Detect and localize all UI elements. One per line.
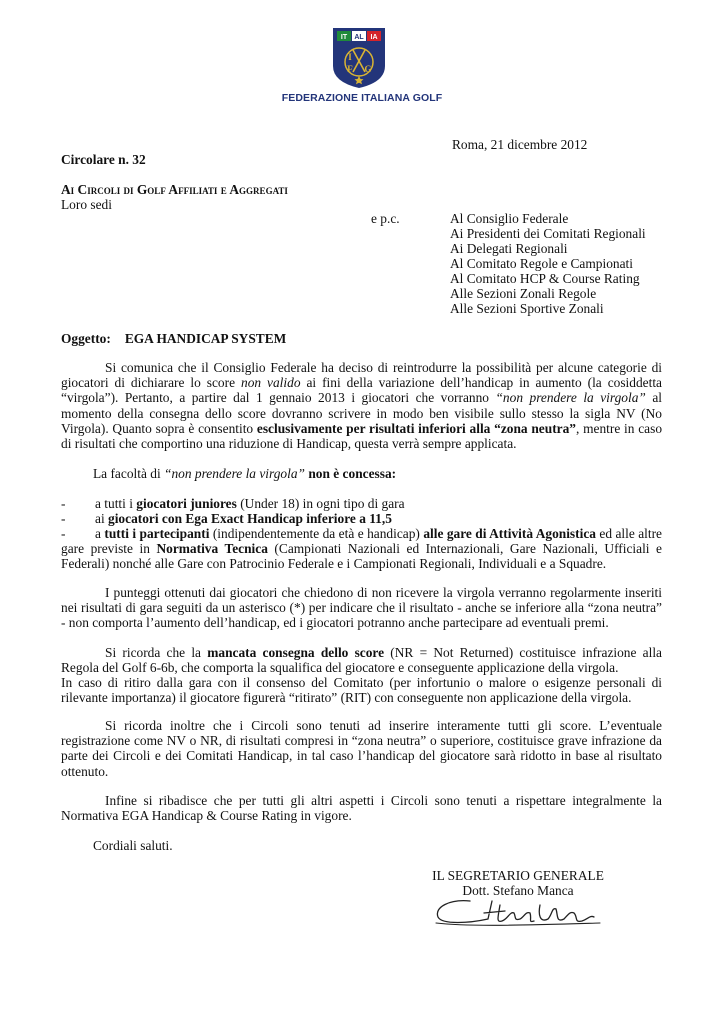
- federation-name: FEDERAZIONE ITALIANA GOLF: [281, 92, 443, 104]
- text-bold: esclusivamente per risultati inferiori alla “zona neutra”: [256, 420, 576, 436]
- paragraph-1: [61, 360, 662, 451]
- logo-letter-1: IT: [340, 34, 348, 41]
- bullet-dash: -: [61, 526, 66, 541]
- text: Si ricorda che la: [105, 645, 208, 660]
- text: a tutti i: [95, 496, 137, 511]
- text-bold: Normativa Tecnica: [156, 541, 268, 557]
- bullet-partecipanti: [61, 526, 662, 572]
- bullet-handicap: [61, 511, 662, 526]
- text: (Campionati Nazionali ed Internazionali, Gare Nazionali, Ufficiali e Federali) nonché alle Gare con Patrocinio Federale e i Campionati Regionali, Individuali e a Squadre.: [61, 541, 663, 572]
- text: ed alle altre gare previste in: [61, 526, 662, 557]
- logo-letter-6: G: [364, 64, 372, 74]
- text: (NR = Not Returned) costituisce infrazione alla Regola del Golf 6-6b, che comporta la squalifica del giocatore e conseguente applicazione della virgola.: [61, 645, 662, 676]
- text-bold: giocatori juniores: [136, 496, 237, 511]
- text: a: [95, 526, 105, 541]
- bullet-dash: -: [61, 496, 66, 511]
- cc-item: Al Comitato Regole e Campionati: [450, 256, 633, 271]
- cc-item: Alle Sezioni Zonali Regole: [450, 286, 597, 301]
- paragraph-6: Si ricorda inoltre che i Circoli sono tenuti ad inserire interamente tutti gli score. L’eventuale registrazione come NV o NR, di risultati compresi in “zona neutra” o superiore, costituisce grave infrazione da parte dei Circoli e dei Comitati Handicap, in tal caso l’handicap del giocatore sarà ridotto in base al risultato ottenuto.: [61, 718, 662, 779]
- cc-item: Al Consiglio Federale: [450, 211, 569, 226]
- recipient-location: Loro sedi: [61, 197, 112, 212]
- text: La facoltà di: [93, 466, 165, 481]
- subject-line: [61, 331, 286, 346]
- text: al momento della consegna dello score dovranno scrivere in modo ben visibile sullo stesso la sigla NV (No Virgola). Quanto sopra è consentito: [61, 390, 663, 436]
- cc-item: Ai Delegati Regionali: [450, 241, 568, 256]
- subject: EGA HANDICAP SYSTEM: [124, 331, 287, 346]
- subject-label: Oggetto:: [61, 331, 111, 346]
- signer-title: IL SEGRETARIO GENERALE: [432, 868, 604, 883]
- text-bold: giocatori con Ega Exact Handicap inferiore a 11,5: [108, 511, 392, 526]
- place-date: Roma, 21 dicembre 2012: [452, 137, 588, 152]
- text-bold: mancata consegna dello score: [207, 645, 385, 660]
- text: (Under 18) in ogni tipo di gara: [236, 496, 405, 511]
- text-bold: alle gare di Attività Agonistica: [423, 526, 596, 541]
- closing: Cordiali saluti.: [93, 838, 173, 853]
- text: ai: [95, 511, 109, 526]
- text: ai fini della variazione dell’handicap in aumento (la cosiddetta “virgola”). Pertanto, a partire dal 1 gennaio 2013 i giocatori che vorranno: [61, 375, 662, 406]
- paragraph-7: Infine si ribadisce che per tutti gli altri aspetti i Circoli sono tenuti a rispettare integralmente la Normativa EGA Handicap & Course Rating in vigore.: [61, 793, 662, 824]
- text-italic: “non prendere la virgola”: [164, 466, 305, 481]
- logo-letter-5: F: [347, 64, 353, 74]
- paragraph-4: [61, 645, 662, 675]
- paragraph-2: [93, 466, 396, 481]
- text-italic: non valido: [241, 375, 301, 391]
- cc-label: e p.c.: [371, 211, 400, 226]
- text: , mentre in caso di risultati che comportino una riduzione di Handicap, questa verrà sempre applicata.: [61, 420, 663, 452]
- paragraph-3: I punteggi ottenuti dai giocatori che chiedono di non ricevere la virgola verranno regolarmente inseriti nei risultati di gara seguiti da un asterisco (*) per indicare che il risultato - anche se inferiore alla “zona neutra” - non comporta l’aumento dell’handicap, ed i giocatori potranno anche partecipare ad eventuali premi.: [61, 585, 662, 631]
- signer-name: Dott. Stefano Manca: [462, 883, 574, 898]
- cc-item: Al Comitato HCP & Course Rating: [450, 271, 640, 286]
- text: Si comunica che il Consiglio Federale ha deciso di reintrodurre la possibilità per alcune categorie di giocatori di dichiarare lo score: [61, 360, 662, 391]
- bullet-dash: -: [61, 511, 66, 526]
- handwritten-signature: [430, 893, 605, 933]
- cc-item: Alle Sezioni Sportive Zonali: [450, 301, 604, 316]
- text: (indipendentemente da età e handicap): [209, 526, 424, 541]
- text-bold: non è concessa:: [304, 466, 397, 481]
- fig-logo: [331, 26, 387, 90]
- circular-number: Circolare n. 32: [61, 152, 146, 167]
- logo-letter-3: IA: [370, 34, 378, 41]
- bullet-juniores: [61, 496, 662, 511]
- recipient: Ai Circoli di Golf Affiliati e Aggregati: [61, 182, 288, 197]
- logo-letter-2: AL: [354, 34, 364, 41]
- text-bold: tutti i partecipanti: [104, 526, 210, 541]
- cc-item: Ai Presidenti dei Comitati Regionali: [450, 226, 646, 241]
- paragraph-5: In caso di ritiro dalla gara con il consenso del Comitato (per infortunio o malore o esigenze personali di rilevante importanza) il giocatore figurerà “ritirato” (RIT) con conseguente non applicazione della virgola.: [61, 675, 662, 706]
- text-italic: “non prendere la virgola”: [495, 390, 646, 406]
- logo-letter-4: I: [348, 52, 352, 62]
